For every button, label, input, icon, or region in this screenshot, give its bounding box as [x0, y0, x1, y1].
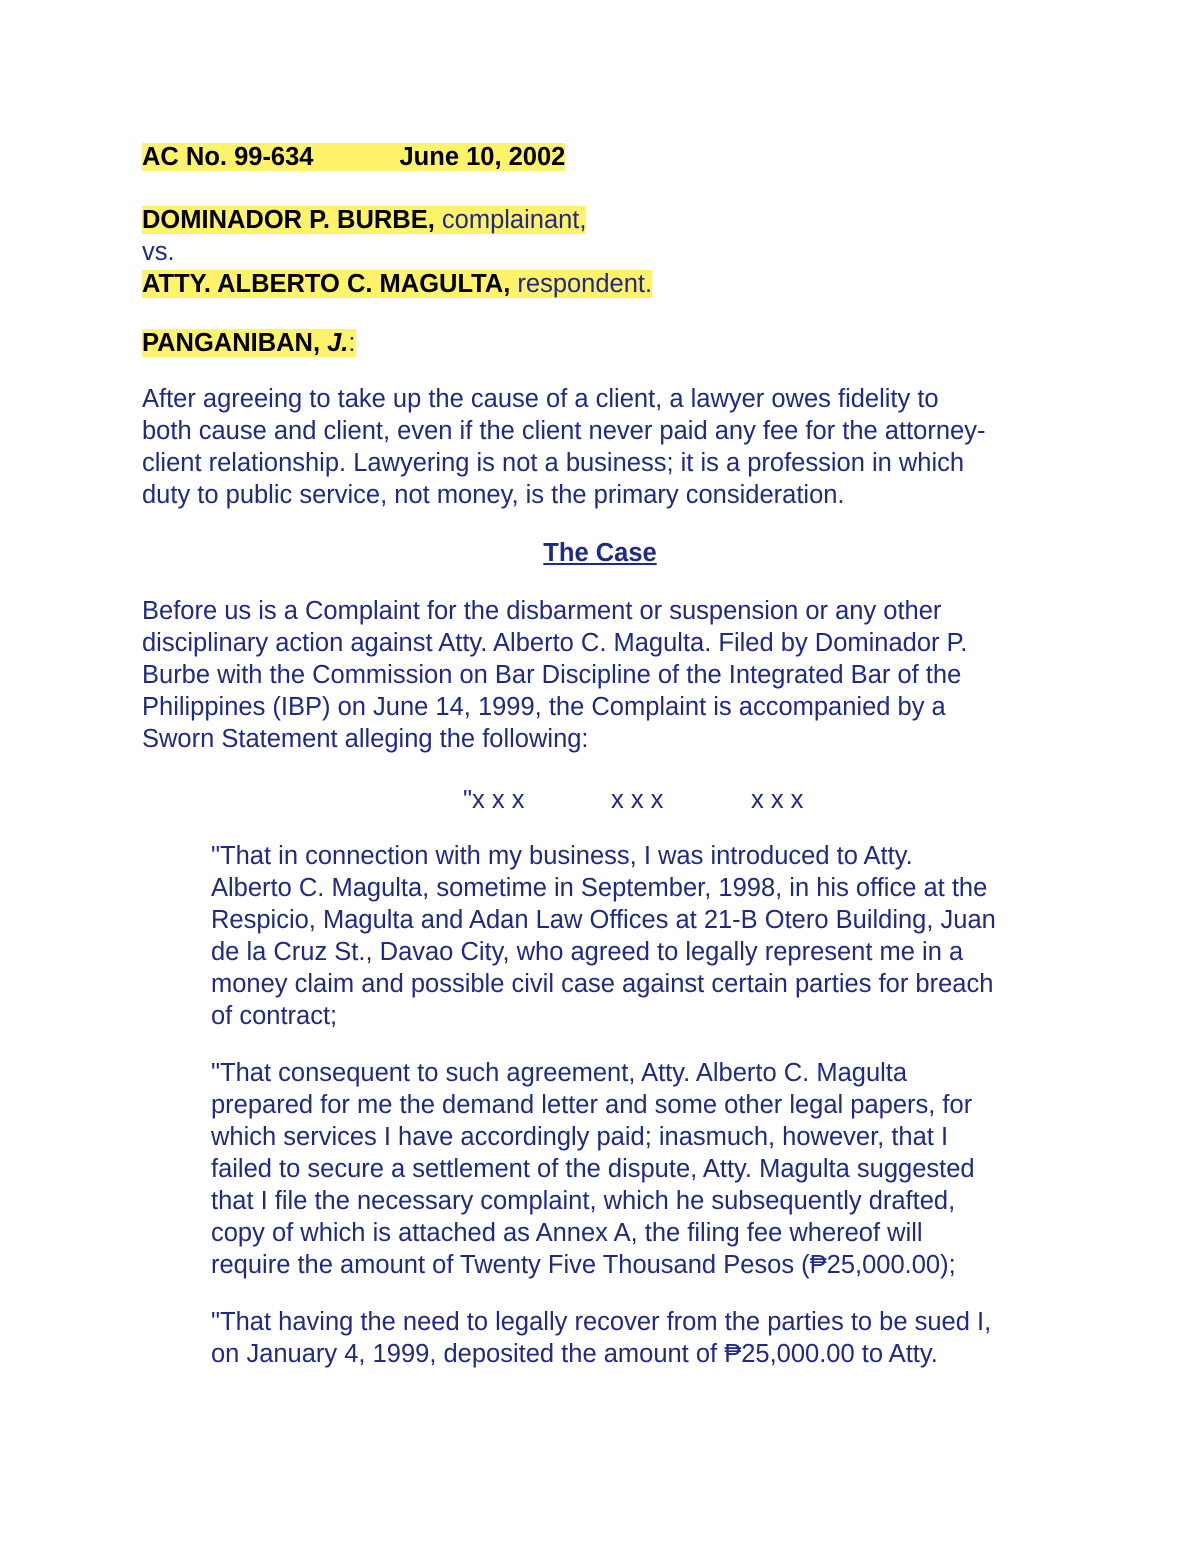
intro-paragraph	[142, 383, 985, 511]
section-heading-text: The Case	[543, 539, 657, 567]
ellipsis-3: x x x	[751, 786, 804, 814]
quote-line: prepared for me the demand letter and some other legal papers, for	[211, 1091, 973, 1119]
ponente-line	[142, 327, 356, 359]
ellipsis-1: "x x x	[463, 786, 525, 814]
case-line: disciplinary action against Atty. Alberto C. Magulta. Filed by Dominador P.	[142, 629, 968, 657]
ellipsis-2: x x x	[611, 786, 664, 814]
ponente-title: J.	[327, 329, 349, 357]
case-line: Sworn Statement alleging the following:	[142, 725, 589, 753]
quote-line: money claim and possible civil case against certain parties for breach	[211, 970, 994, 998]
respondent-line	[142, 268, 652, 300]
complainant-role: complainant,	[434, 206, 587, 234]
complainant-line	[142, 204, 586, 236]
respondent-role: respondent.	[510, 270, 653, 298]
quote-line: "That having the need to legally recover from the parties to be sued I,	[211, 1308, 992, 1336]
ponente-colon: :	[348, 329, 356, 357]
case-line: Burbe with the Commission on Bar Discipline of the Integrated Bar of the	[142, 661, 962, 689]
case-header	[142, 141, 565, 173]
intro-line: both cause and client, even if the client never paid any fee for the attorney-	[142, 417, 986, 445]
respondent-name: ATTY. ALBERTO C. MAGULTA,	[142, 270, 511, 298]
quote-line: of contract;	[211, 1002, 338, 1030]
case-paragraph	[142, 595, 967, 755]
case-line: Philippines (IBP) on June 14, 1999, the Complaint is accompanied by a	[142, 693, 946, 721]
intro-line: duty to public service, not money, is the primary consideration.	[142, 481, 845, 509]
quote-paragraph	[211, 1057, 975, 1281]
quote-line: "That consequent to such agreement, Atty. Alberto C. Magulta	[211, 1059, 908, 1087]
case-date: June 10, 2002	[399, 143, 566, 171]
quote-line: de la Cruz St., Davao City, who agreed to legally represent me in a	[211, 938, 964, 966]
quote-line: "That in connection with my business, I was introduced to Atty.	[211, 842, 913, 870]
quote-line: on January 4, 1999, deposited the amount of ₱25,000.00 to Atty.	[211, 1340, 938, 1368]
quote-line: that I file the necessary complaint, which he subsequently drafted,	[211, 1187, 956, 1215]
ponente-name: PANGANIBAN,	[142, 329, 321, 357]
quote-line: Respicio, Magulta and Adan Law Offices at 21-B Otero Building, Juan	[211, 906, 996, 934]
quote-line: copy of which is attached as Annex A, the filing fee whereof will	[211, 1219, 923, 1247]
case-number: AC No. 99-634	[142, 143, 314, 171]
quote-paragraph	[211, 1306, 991, 1370]
quote-line: require the amount of Twenty Five Thousand Pesos (₱25,000.00);	[211, 1251, 956, 1279]
complainant-name: DOMINADOR P. BURBE,	[142, 206, 435, 234]
versus-line: vs.	[142, 238, 175, 266]
quote-line: failed to secure a settlement of the dispute, Atty. Magulta suggested	[211, 1155, 975, 1183]
quote-paragraph	[211, 840, 996, 1032]
quote-line: which services I have accordingly paid; inasmuch, however, that I	[211, 1123, 949, 1151]
case-line: Before us is a Complaint for the disbarment or suspension or any other	[142, 597, 942, 625]
quote-line: Alberto C. Magulta, sometime in September, 1998, in his office at the	[211, 874, 988, 902]
section-heading	[0, 537, 1200, 569]
intro-line: After agreeing to take up the cause of a client, a lawyer owes fidelity to	[142, 385, 939, 413]
intro-line: client relationship. Lawyering is not a business; it is a profession in which	[142, 449, 965, 477]
